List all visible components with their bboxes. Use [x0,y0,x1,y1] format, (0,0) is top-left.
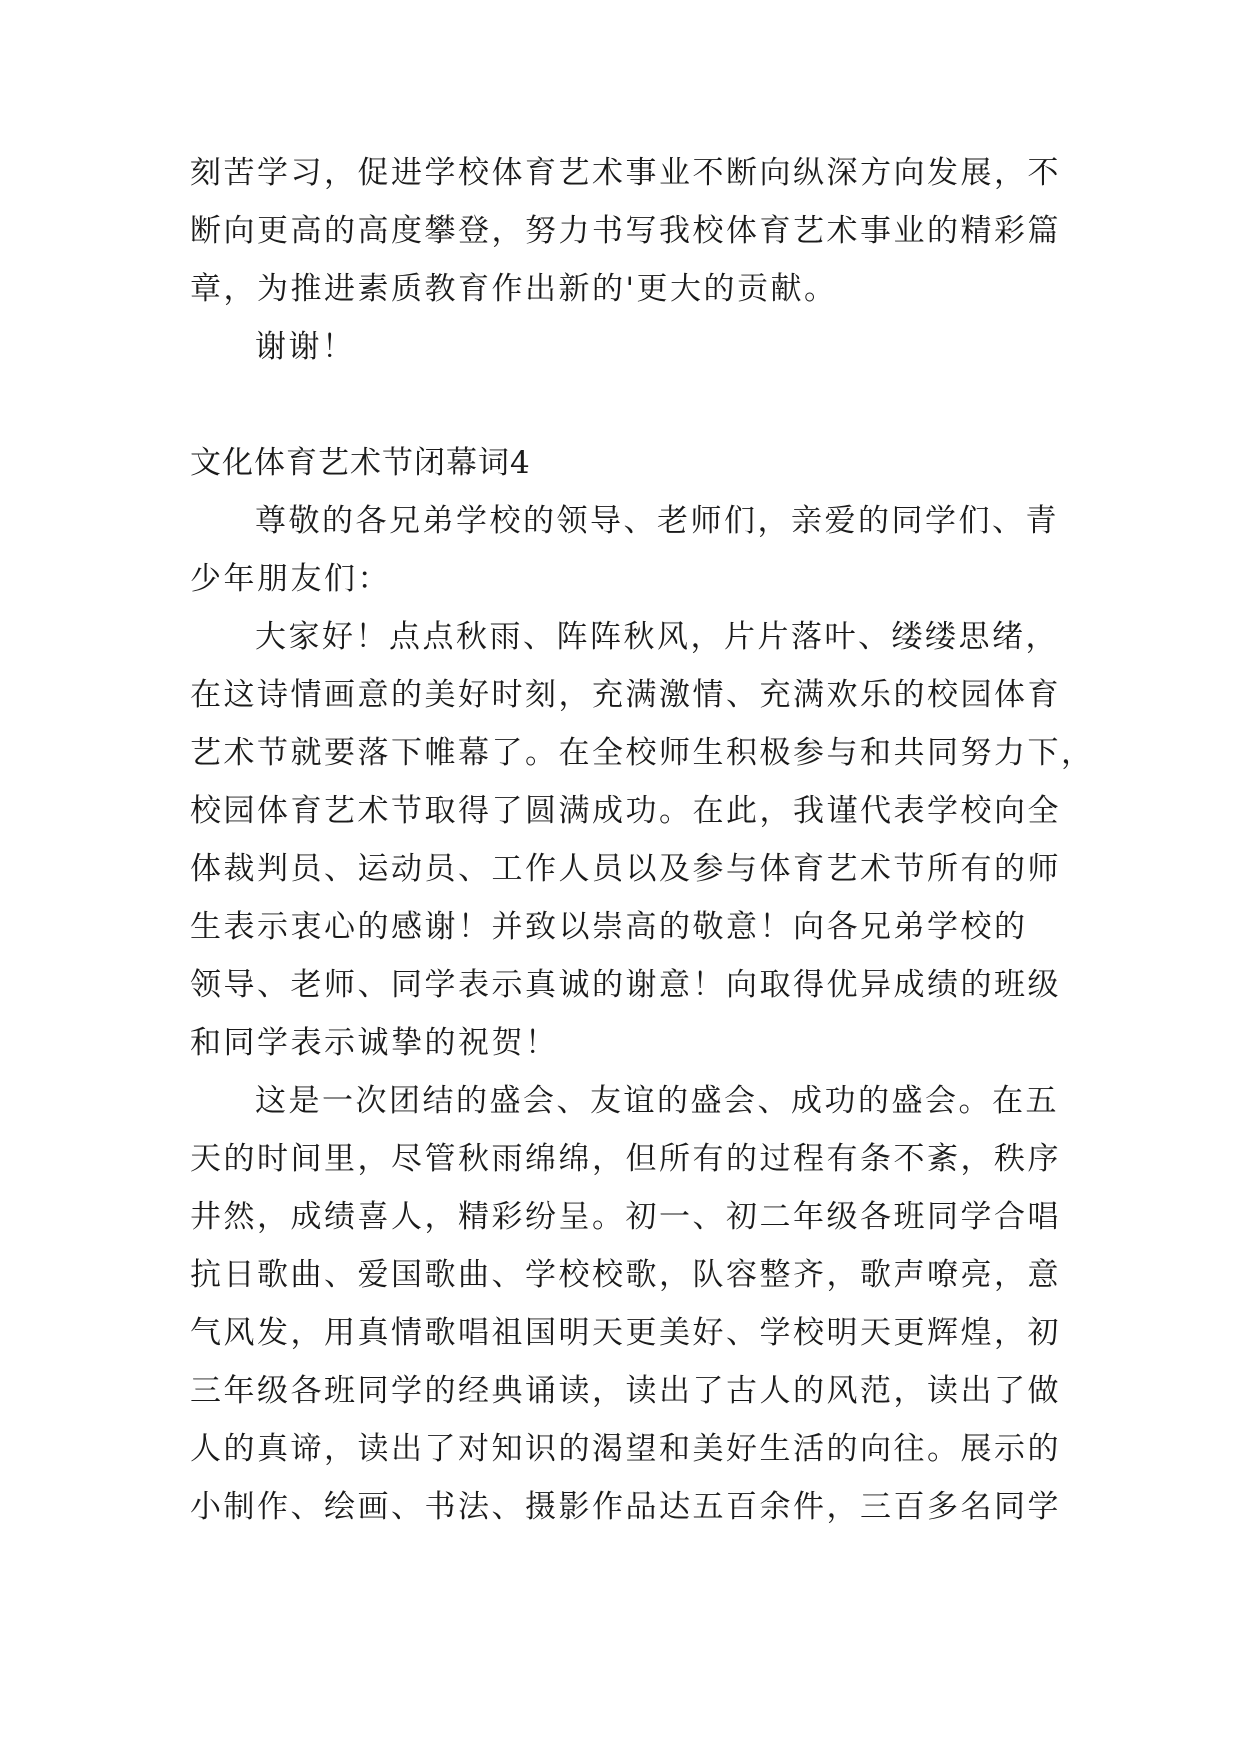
text-line: 艺术节就要落下帷幕了。在全校师生积极参与和共同努力下， [190,735,1095,771]
paragraph-start: 这是一次团结的盛会、友谊的盛会、成功的盛会。在五 [255,1083,1059,1119]
text-line: 和同学表示诚挚的祝贺！ [190,1025,559,1061]
text-line: 井然，成绩喜人，精彩纷呈。初一、初二年级各班同学合唱 [190,1199,1061,1235]
section-title: 文化体育艺术节闭幕词4 [190,445,531,481]
text-line: 在这诗情画意的美好时刻，充满激情、充满欢乐的校园体育 [190,677,1061,713]
text-line: 气风发，用真情歌唱祖国明天更美好、学校明天更辉煌，初 [190,1315,1061,1351]
closing-thanks: 谢谢！ [255,329,356,365]
text-line: 人的真谛，读出了对知识的渴望和美好生活的向往。展示的 [190,1431,1061,1467]
text-line: 三年级各班同学的经典诵读，读出了古人的风范，读出了做 [190,1373,1061,1409]
text-line: 章，为推进素质教育作出新的'更大的贡献。 [190,271,838,307]
text-line: 校园体育艺术节取得了圆满成功。在此，我谨代表学校向全 [190,793,1061,829]
text-line: 刻苦学习，促进学校体育艺术事业不断向纵深方向发展，不 [190,155,1061,191]
paragraph-start: 大家好！点点秋雨、阵阵秋风，片片落叶、缕缕思绪， [255,619,1059,655]
text-line: 抗日歌曲、爱国歌曲、学校校歌，队容整齐，歌声嘹亮，意 [190,1257,1061,1293]
salutation: 尊敬的各兄弟学校的领导、老师们，亲爱的同学们、青 [255,503,1059,539]
text-line: 小制作、绘画、书法、摄影作品达五百余件，三百多名同学 [190,1489,1061,1525]
text-line: 生表示衷心的感谢！并致以崇高的敬意！向各兄弟学校的 [190,909,1028,945]
text-line: 断向更高的高度攀登，努力书写我校体育艺术事业的精彩篇 [190,213,1061,249]
text-line: 领导、老师、同学表示真诚的谢意！向取得优异成绩的班级 [190,967,1061,1003]
text-line: 天的时间里，尽管秋雨绵绵，但所有的过程有条不紊，秩序 [190,1141,1061,1177]
text-line: 少年朋友们： [190,561,391,597]
text-line: 体裁判员、运动员、工作人员以及参与体育艺术节所有的师 [190,851,1061,887]
